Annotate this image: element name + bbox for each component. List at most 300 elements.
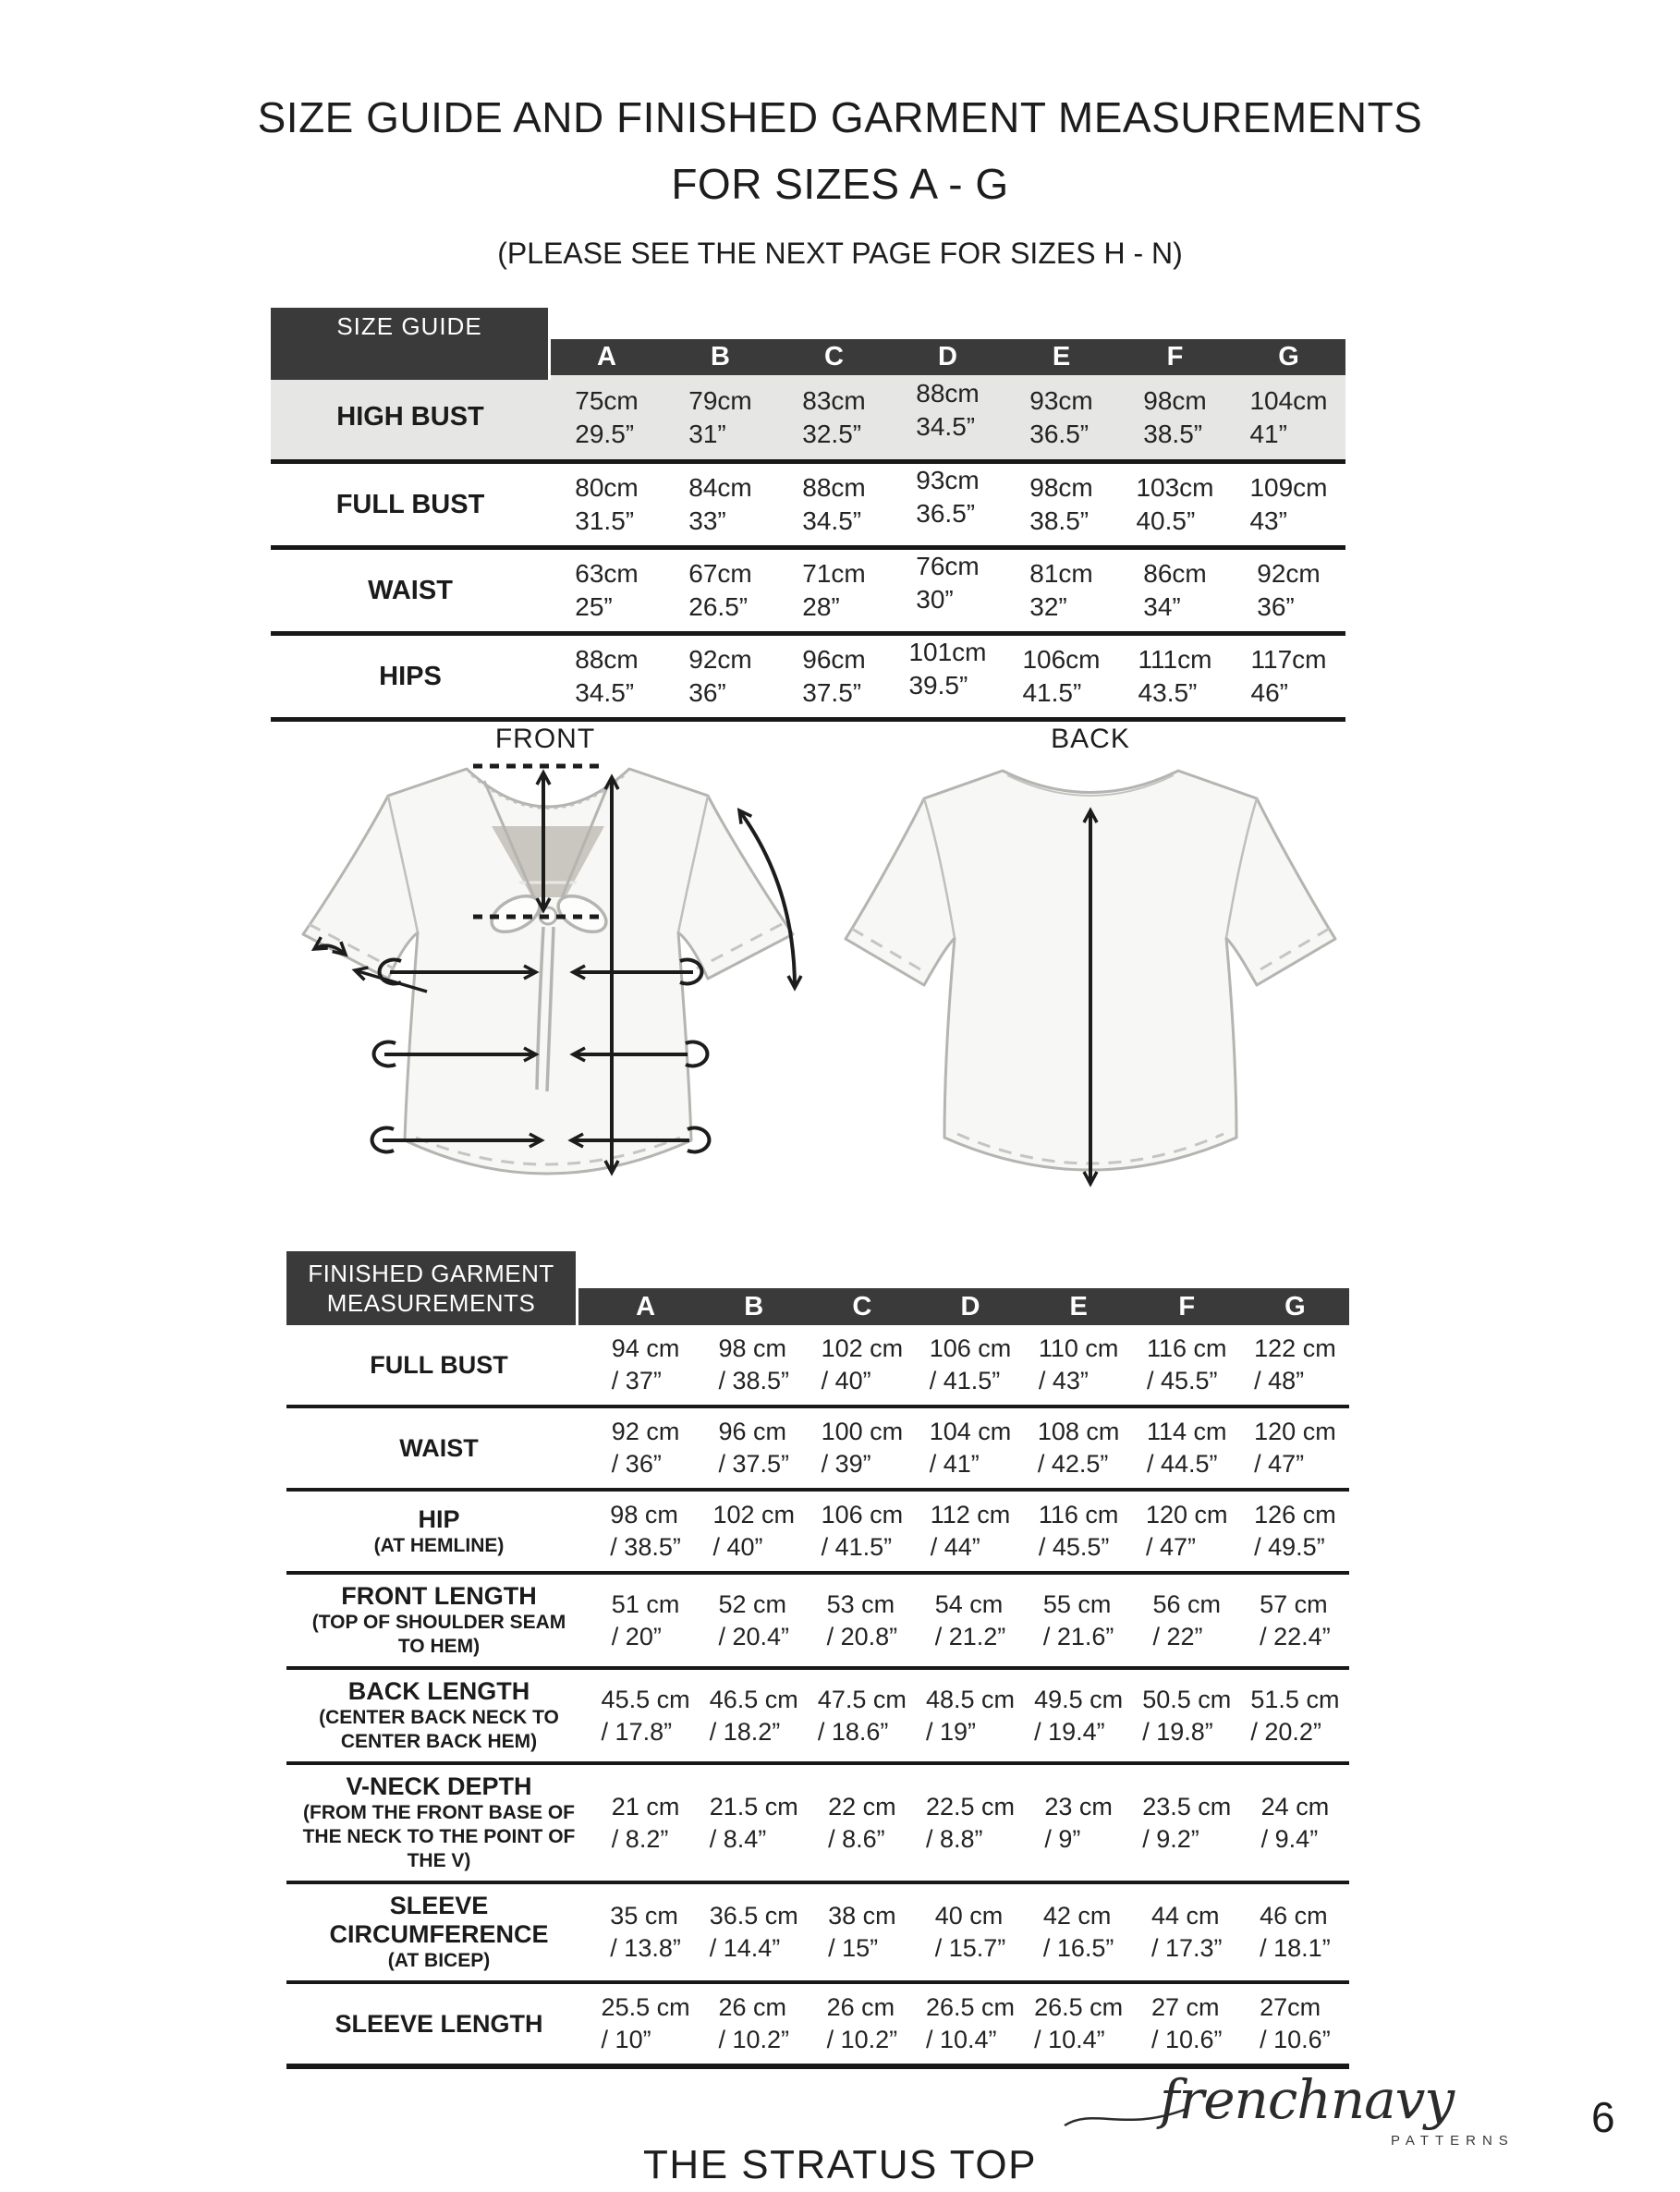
value-cm: 106 cm (929, 1334, 1012, 1362)
measurement-cell (1004, 464, 1118, 545)
measurement-cell (777, 375, 891, 459)
measurement-value (1043, 1900, 1114, 1965)
measurement-cell (891, 550, 1004, 631)
measurement-value (828, 1791, 896, 1856)
measurement-value (1254, 1333, 1336, 1397)
measurement-value (822, 1416, 904, 1480)
measurement-value (1146, 1499, 1228, 1564)
measurement-cell (808, 1984, 916, 2064)
row-label-cell (271, 636, 550, 717)
measurement-cell (1241, 1408, 1349, 1488)
row-sublabel: (FROM THE FRONT BASE OF THE NECK TO THE POINT OF THE V) (302, 1802, 576, 1871)
value-cm: 108 cm (1037, 1418, 1120, 1445)
value-inch: / 22.4” (1260, 1622, 1331, 1650)
measurement-value (818, 1684, 907, 1748)
measurement-value (1257, 557, 1320, 624)
value-cm: 47.5 cm (817, 1685, 907, 1713)
table-row (271, 464, 1345, 550)
value-cm: 104cm (1249, 385, 1328, 415)
row-sublabel: (CENTER BACK NECK TO CENTER BACK HEM) (319, 1707, 559, 1752)
value-inch: / 10.2” (718, 2026, 789, 2053)
measurement-value (1038, 1416, 1120, 1480)
measurement-cell (700, 1884, 808, 1980)
value-cm: 22 cm (828, 1792, 896, 1821)
measurement-cell (1025, 1408, 1133, 1488)
measurement-value (575, 557, 638, 624)
row-label-cell (286, 1575, 591, 1666)
measurement-value (712, 1499, 795, 1564)
value-inch: 31.5” (575, 506, 635, 535)
page-title-line2: FOR SIZES A - G (671, 160, 1009, 208)
measurement-value (926, 1991, 1015, 2056)
row-label: FRONT LENGTH (341, 1582, 537, 1610)
measurement-cell (700, 1492, 808, 1571)
row-label-cell (286, 1408, 591, 1488)
value-cm: 25.5 cm (601, 1993, 690, 2021)
value-cm: 79cm (688, 385, 752, 415)
row-label-cell (271, 464, 550, 545)
value-inch: / 8.2” (611, 1824, 669, 1853)
value-cm: 100 cm (821, 1418, 904, 1445)
value-inch: / 18.2” (709, 1717, 781, 1746)
measurement-value (575, 471, 638, 538)
value-cm: 35 cm (610, 1902, 678, 1930)
measurement-value (1151, 1900, 1223, 1965)
back-garment-sketch (832, 757, 1349, 1210)
value-cm: 21.5 cm (709, 1792, 798, 1821)
value-inch: 38.5” (1143, 419, 1203, 448)
value-inch: 41” (1249, 419, 1287, 448)
value-inch: / 47” (1146, 1533, 1197, 1561)
measurement-cell (1133, 1492, 1241, 1571)
measurement-cell (1241, 1670, 1349, 1761)
measurement-cell (1232, 375, 1345, 459)
measurement-cell (1133, 1884, 1241, 1980)
front-diagram (277, 724, 813, 1224)
measurement-cell (808, 1670, 916, 1761)
brand-sub-text: PATTERNS (1391, 2133, 1515, 2149)
value-inch: 37.5” (802, 678, 862, 707)
measurement-cell (777, 550, 891, 631)
column-header: C (824, 342, 844, 371)
value-cm: 92cm (688, 645, 752, 674)
measurement-cell (916, 1408, 1024, 1488)
value-cm: 75cm (575, 385, 639, 415)
value-cm: 44 cm (1151, 1902, 1220, 1930)
value-inch: / 44” (930, 1533, 980, 1561)
measurement-cell (916, 1492, 1024, 1571)
value-inch: / 17.3” (1151, 1934, 1223, 1962)
value-inch: / 49.5” (1254, 1533, 1325, 1561)
value-cm: 50.5 cm (1142, 1685, 1232, 1713)
row-label-cell (271, 550, 550, 631)
measurement-value (612, 1416, 680, 1480)
garment-name: THE STRATUS TOP (643, 2142, 1037, 2187)
row-label-cell (271, 375, 550, 459)
measurement-value (802, 557, 865, 624)
measurement-cell (550, 636, 663, 717)
measurement-value (718, 1991, 789, 2056)
measurement-cell (1025, 1765, 1133, 1881)
value-cm: 109cm (1249, 473, 1328, 502)
measurement-cell (591, 1884, 700, 1980)
value-inch: / 9” (1044, 1824, 1081, 1853)
measurement-cell (1025, 1984, 1133, 2064)
value-inch: / 9.2” (1142, 1824, 1199, 1853)
measurement-cell (550, 375, 663, 459)
table-row (286, 1492, 1349, 1575)
brand-script-text: frenchnavy (1160, 2068, 1455, 2131)
measurement-value (1261, 1791, 1330, 1856)
measurement-value (718, 1416, 789, 1480)
value-inch: / 19” (925, 1717, 976, 1746)
value-cm: 98cm (1143, 385, 1207, 415)
measurement-cell (891, 464, 1004, 545)
finished-garment-body (286, 1325, 1349, 2069)
measurement-cell (591, 1575, 700, 1666)
value-cm: 98cm (1029, 473, 1093, 502)
value-inch: / 41.5” (929, 1367, 1001, 1394)
measurement-cell (1004, 550, 1118, 631)
value-inch: / 44.5” (1147, 1450, 1218, 1478)
column-header: E (1052, 342, 1071, 371)
measurement-cell (550, 464, 663, 545)
measurement-value (802, 384, 865, 451)
column-header: B (744, 1291, 764, 1321)
row-label-cell (286, 1765, 591, 1881)
measurement-value (802, 471, 865, 538)
back-diagram-label: BACK (1051, 724, 1130, 754)
finished-garment-tab-line1: FINISHED GARMENT (308, 1260, 554, 1287)
value-cm: 96cm (802, 645, 866, 674)
measurement-value (1251, 643, 1327, 710)
value-cm: 106 cm (821, 1501, 904, 1528)
value-cm: 23.5 cm (1142, 1792, 1232, 1821)
measurement-cell (591, 1670, 700, 1761)
measurement-cell (700, 1984, 808, 2064)
value-inch: 40.5” (1136, 506, 1196, 535)
value-cm: 98 cm (718, 1334, 786, 1362)
front-diagram-label: FRONT (494, 724, 596, 754)
column-header: E (1069, 1291, 1088, 1321)
measurement-cell (1241, 1984, 1349, 2064)
measurement-value (718, 1589, 789, 1653)
measurement-value (1039, 1499, 1119, 1564)
measurement-cell (1025, 1492, 1133, 1571)
measurement-value (802, 643, 865, 710)
measurement-value (908, 636, 986, 702)
column-header: B (711, 342, 730, 371)
value-inch: 29.5” (575, 419, 635, 448)
value-cm: 88cm (802, 473, 866, 502)
row-label-cell (286, 1884, 591, 1980)
value-inch: / 21.6” (1042, 1622, 1114, 1650)
row-label: WAIST (368, 575, 453, 605)
row-label-cell (286, 1670, 591, 1761)
measurement-value (602, 1991, 690, 2056)
table-row (271, 375, 1345, 464)
page-number: 6 (1591, 2093, 1615, 2141)
value-inch: / 20.2” (1250, 1717, 1321, 1746)
value-inch: / 43” (1038, 1367, 1089, 1394)
value-cm: 21 cm (611, 1792, 680, 1821)
value-cm: 117cm (1250, 645, 1327, 674)
column-header: A (597, 342, 616, 371)
row-label-cell (286, 1492, 591, 1571)
value-cm: 102 cm (821, 1334, 904, 1362)
measurement-cell (700, 1765, 808, 1881)
value-inch: / 45.5” (1147, 1367, 1218, 1394)
row-label-cell (286, 1325, 591, 1405)
front-garment-sketch (277, 757, 813, 1224)
measurement-cell (663, 636, 777, 717)
measurement-value (688, 557, 751, 624)
measurement-value (916, 550, 979, 616)
value-inch: 31” (688, 419, 726, 448)
measurement-cell (1118, 464, 1232, 545)
value-inch: / 17.8” (601, 1717, 673, 1746)
value-cm: 27cm (1260, 1993, 1321, 2021)
value-inch: / 10.2” (826, 2026, 898, 2053)
measurement-cell (1241, 1765, 1349, 1881)
column-header: F (1178, 1291, 1196, 1321)
measurement-cell (1118, 550, 1232, 631)
measurement-value (827, 1991, 898, 2056)
value-cm: 116 cm (1147, 1334, 1227, 1362)
value-inch: 46” (1250, 678, 1288, 707)
measurement-cell (808, 1408, 916, 1488)
measurement-cell (1025, 1325, 1133, 1405)
value-cm: 49.5 cm (1034, 1685, 1124, 1713)
value-cm: 22.5 cm (925, 1792, 1016, 1821)
value-inch: 30” (916, 585, 954, 614)
value-inch: 34.5” (575, 678, 635, 707)
value-inch: 36” (688, 678, 726, 707)
measurement-value (935, 1900, 1006, 1965)
column-header: C (852, 1291, 872, 1321)
finished-garment-tab (286, 1251, 578, 1325)
measurement-cell (891, 375, 1004, 459)
measurement-value (688, 643, 751, 710)
value-inch: / 19.4” (1034, 1717, 1105, 1746)
measurement-value (1039, 1333, 1119, 1397)
measurement-cell (777, 636, 891, 717)
measurement-value (926, 1684, 1015, 1748)
measurement-value (926, 1791, 1015, 1856)
value-cm: 81cm (1029, 559, 1093, 588)
measurement-value (916, 377, 979, 444)
value-cm: 63cm (575, 559, 639, 588)
measurement-cell (916, 1670, 1024, 1761)
value-cm: 112 cm (930, 1501, 1011, 1528)
measurement-cell (916, 1984, 1024, 2064)
value-inch: / 37.5” (718, 1450, 789, 1478)
measurement-cell (663, 550, 777, 631)
measurement-cell (591, 1765, 700, 1881)
value-inch: / 20” (611, 1622, 662, 1650)
value-cm: 76cm (916, 552, 980, 580)
measurement-value (1260, 1589, 1331, 1653)
measurement-cell (591, 1325, 700, 1405)
measurement-value (1043, 1589, 1114, 1653)
value-inch: / 10.4” (925, 2026, 997, 2053)
value-inch: / 45.5” (1038, 1533, 1110, 1561)
size-guide-tab-label: SIZE GUIDE (336, 312, 482, 340)
value-inch: / 48” (1254, 1367, 1305, 1394)
value-cm: 51 cm (611, 1589, 680, 1618)
measurement-value (1249, 384, 1327, 451)
value-inch: 36” (1257, 592, 1295, 621)
measurement-value (1034, 1991, 1123, 2056)
measurement-value (1260, 1900, 1331, 1965)
measurement-cell (916, 1765, 1024, 1881)
value-inch: / 47” (1254, 1450, 1305, 1478)
measurement-cell (591, 1984, 700, 2064)
measurement-value (718, 1333, 789, 1397)
value-cm: 88cm (575, 645, 639, 674)
measurement-cell (1118, 375, 1232, 459)
table-row (286, 1575, 1349, 1670)
value-inch: / 38.5” (718, 1367, 789, 1394)
value-cm: 42 cm (1042, 1902, 1112, 1930)
measurement-cell (777, 464, 891, 545)
row-sublabel: (AT BICEP) (387, 1950, 491, 1971)
value-inch: / 21.2” (934, 1622, 1006, 1650)
column-header: D (938, 342, 957, 371)
row-label: HIPS (379, 661, 442, 691)
measurement-value (1249, 471, 1327, 538)
measurement-value (1153, 1589, 1222, 1653)
measurement-cell (1025, 1670, 1133, 1761)
value-cm: 114 cm (1147, 1418, 1227, 1445)
value-cm: 36.5 cm (709, 1902, 798, 1930)
measurement-value (1254, 1499, 1336, 1564)
measurement-value (1254, 1416, 1336, 1480)
row-label: WAIST (399, 1433, 479, 1462)
value-cm: 67cm (688, 559, 752, 588)
value-inch: / 10.4” (1034, 2026, 1105, 2053)
value-cm: 126 cm (1254, 1501, 1336, 1528)
value-cm: 53 cm (826, 1589, 895, 1618)
measurement-value (1250, 1684, 1339, 1748)
value-inch: / 20.8” (826, 1622, 898, 1650)
value-inch: / 10.6” (1151, 2026, 1223, 2053)
measurement-cell (916, 1575, 1024, 1666)
table-row (286, 1984, 1349, 2069)
measurement-value (822, 1499, 904, 1564)
measurement-value (688, 471, 751, 538)
measurement-value (916, 464, 979, 530)
column-header: G (1284, 1291, 1306, 1321)
measurement-cell (591, 1492, 700, 1571)
table-row (286, 1884, 1349, 1984)
measurement-value (612, 1333, 680, 1397)
measurement-value (1142, 1791, 1231, 1856)
measurement-value (610, 1499, 681, 1564)
value-cm: 103cm (1136, 473, 1214, 502)
value-cm: 111cm (1138, 645, 1212, 674)
measurement-cell (808, 1884, 916, 1980)
measurement-cell (1133, 1325, 1241, 1405)
value-inch: / 9.4” (1260, 1824, 1319, 1853)
value-cm: 24 cm (1260, 1792, 1330, 1821)
value-inch: / 8.8” (925, 1824, 983, 1853)
value-cm: 55 cm (1042, 1589, 1112, 1618)
value-cm: 94 cm (611, 1334, 680, 1362)
value-cm: 46.5 cm (709, 1685, 798, 1713)
row-label: HIP (418, 1504, 460, 1533)
value-inch: 32” (1029, 592, 1067, 621)
measurement-value (710, 1900, 798, 1965)
measurement-cell (916, 1325, 1024, 1405)
measurement-cell (916, 1884, 1024, 1980)
measurement-value (930, 1333, 1012, 1397)
table-row (286, 1325, 1349, 1408)
column-header: G (1278, 342, 1299, 371)
value-cm: 26.5 cm (1034, 1993, 1124, 2021)
measurement-cell (1232, 464, 1345, 545)
measurement-value (1136, 471, 1213, 538)
measurement-cell (808, 1765, 916, 1881)
value-inch: / 19.8” (1142, 1717, 1213, 1746)
table-row (286, 1670, 1349, 1765)
measurement-value (610, 1900, 681, 1965)
value-cm: 101cm (908, 638, 987, 666)
measurement-cell (1133, 1575, 1241, 1666)
value-cm: 26 cm (826, 1993, 895, 2021)
value-cm: 106cm (1022, 645, 1101, 674)
value-inch: / 20.4” (718, 1622, 789, 1650)
value-cm: 71cm (802, 559, 866, 588)
value-inch: / 41” (929, 1450, 980, 1478)
value-cm: 38 cm (828, 1902, 896, 1930)
value-inch: 25” (575, 592, 613, 621)
measurement-cell (1004, 375, 1118, 459)
measurement-cell (808, 1492, 916, 1571)
value-inch: / 16.5” (1042, 1934, 1114, 1962)
value-inch: / 8.6” (828, 1824, 885, 1853)
measurement-value (931, 1499, 1011, 1564)
value-cm: 104 cm (929, 1418, 1012, 1445)
measurement-value (930, 1416, 1012, 1480)
measurement-value (1147, 1333, 1227, 1397)
measurement-cell (1241, 1884, 1349, 1980)
measurement-value (710, 1684, 798, 1748)
measurement-value (612, 1589, 680, 1653)
measurement-value (575, 643, 638, 710)
measurement-cell (1232, 636, 1345, 717)
column-header: F (1166, 342, 1184, 371)
measurement-cell (663, 375, 777, 459)
value-cm: 116 cm (1038, 1501, 1119, 1528)
row-label: SLEEVE LENGTH (335, 2009, 543, 2038)
measurement-value (1044, 1791, 1113, 1856)
row-sublabel: (AT HEMLINE) (373, 1534, 505, 1556)
value-inch: / 18.6” (817, 1717, 889, 1746)
measurement-cell (808, 1325, 916, 1405)
value-inch: 38.5” (1029, 506, 1090, 535)
measurement-cell (1133, 1670, 1241, 1761)
value-inch: 33” (688, 506, 726, 535)
measurement-cell (1133, 1765, 1241, 1881)
value-cm: 54 cm (934, 1589, 1004, 1618)
measurement-cell (1133, 1984, 1241, 2064)
measurement-value (1260, 1991, 1331, 2056)
value-inch: / 22” (1152, 1622, 1203, 1650)
measurement-cell (700, 1408, 808, 1488)
page-subtitle: (PLEASE SEE THE NEXT PAGE FOR SIZES H - N) (497, 237, 1183, 270)
value-inch: / 15.7” (934, 1934, 1006, 1962)
